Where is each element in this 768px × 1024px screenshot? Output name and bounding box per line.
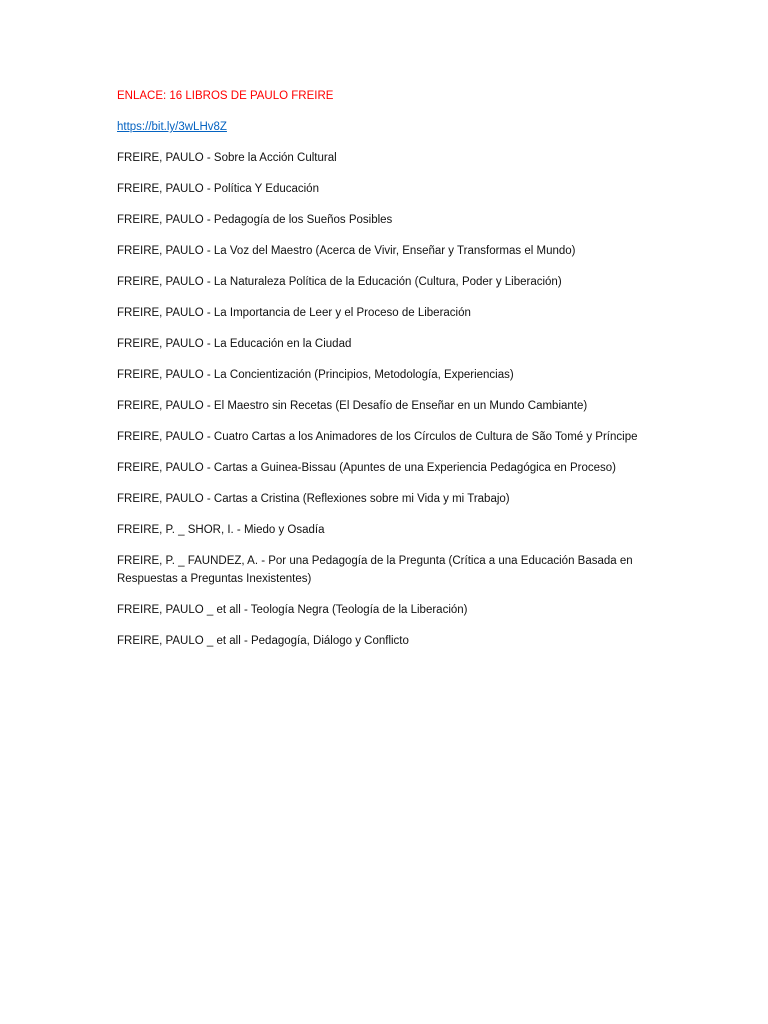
book-list-item: FREIRE, PAULO - La Voz del Maestro (Acerca de Vivir, Enseñar y Transformas el Mundo) (117, 245, 576, 257)
book-list-item: FREIRE, PAULO - El Maestro sin Recetas (El Desafío de Enseñar en un Mundo Cambiante) (117, 400, 588, 412)
book-list-item: FREIRE, PAULO - La Educación en la Ciudad (117, 338, 352, 350)
book-list-item: FREIRE, PAULO - La Concientización (Principios, Metodología, Experiencias) (117, 369, 514, 381)
book-list-item: FREIRE, PAULO - Pedagogía de los Sueños Posibles (117, 214, 393, 226)
book-list-item: FREIRE, P. _ SHOR, I. - Miedo y Osadía (117, 524, 325, 536)
book-list-item: FREIRE, PAULO - La Naturaleza Política de la Educación (Cultura, Poder y Liberación) (117, 276, 562, 288)
book-list-item: FREIRE, PAULO - Cartas a Cristina (Reflexiones sobre mi Vida y mi Trabajo) (117, 493, 510, 505)
book-list-item: FREIRE, PAULO - Cartas a Guinea-Bissau (Apuntes de una Experiencia Pedagógica en Proceso) (117, 462, 617, 474)
book-list-item: FREIRE, PAULO _ et all - Pedagogía, Diálogo y Conflicto (117, 635, 409, 647)
book-list-item: FREIRE, PAULO - Política Y Educación (117, 183, 319, 195)
download-link[interactable]: https://bit.ly/3wLHv8Z (117, 121, 227, 133)
document-body (117, 87, 677, 663)
link-paragraph (117, 118, 677, 136)
book-list-item: FREIRE, P. _ FAUNDEZ, A. - Por una Pedagogía de la Pregunta (Crítica a una Educación Basada en Respuestas a Preguntas Inexistentes) (117, 555, 633, 585)
document-heading: ENLACE: 16 LIBROS DE PAULO FREIRE (117, 90, 334, 102)
book-list-item: FREIRE, PAULO - Sobre la Acción Cultural (117, 152, 337, 164)
book-list-item: FREIRE, PAULO _ et all - Teología Negra (Teología de la Liberación) (117, 604, 468, 616)
book-list-item: FREIRE, PAULO - Cuatro Cartas a los Animadores de los Círculos de Cultura de São Tomé y Príncipe (117, 431, 638, 443)
book-list-item: FREIRE, PAULO - La Importancia de Leer y el Proceso de Liberación (117, 307, 471, 319)
